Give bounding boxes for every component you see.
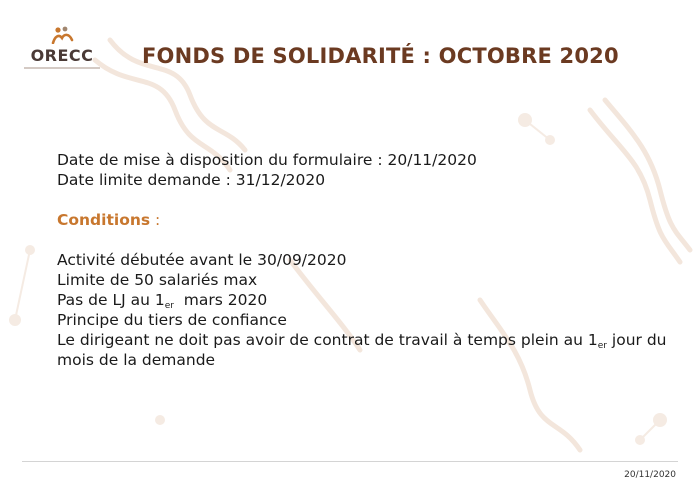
intro-line-2: Date limite demande : 31/12/2020 <box>57 171 326 189</box>
footer-date: 20/11/2020 <box>624 470 676 480</box>
logo-text: ORECC <box>30 46 94 65</box>
main-content <box>57 150 682 370</box>
logo-tagline-bar <box>24 67 100 69</box>
condition-item-3-pre: Pas de LJ au 1 <box>57 291 165 309</box>
condition-item-2: Limite de 50 salariés max <box>57 271 258 289</box>
condition-item-4: Principe du tiers de confiance <box>57 311 287 329</box>
condition-item-5 <box>57 330 682 370</box>
condition-item-3-post: mars 2020 <box>173 291 268 309</box>
conditions-heading-colon: : <box>150 211 161 229</box>
intro-line-1: Date de mise à disposition du formulaire : 20/11/2020 <box>57 151 477 169</box>
conditions-heading <box>57 210 682 230</box>
footer-divider <box>22 461 678 462</box>
condition-item-3 <box>57 290 682 310</box>
condition-item-1: Activité débutée avant le 30/09/2020 <box>57 251 347 269</box>
orecc-logo <box>22 26 102 74</box>
condition-item-5-pre: Le dirigeant ne doit pas avoir de contrat de travail à temps plein au 1 <box>57 331 598 349</box>
page-title: FONDS DE SOLIDARITÉ : OCTOBRE 2020 <box>142 44 619 68</box>
conditions-heading-label: Conditions <box>57 211 151 229</box>
condition-item-5-post: jour du mois de la demande <box>57 331 667 369</box>
people-logo-icon <box>50 26 74 44</box>
condition-item-3-sub: er <box>164 301 174 311</box>
condition-item-5-sub: er <box>597 341 607 351</box>
